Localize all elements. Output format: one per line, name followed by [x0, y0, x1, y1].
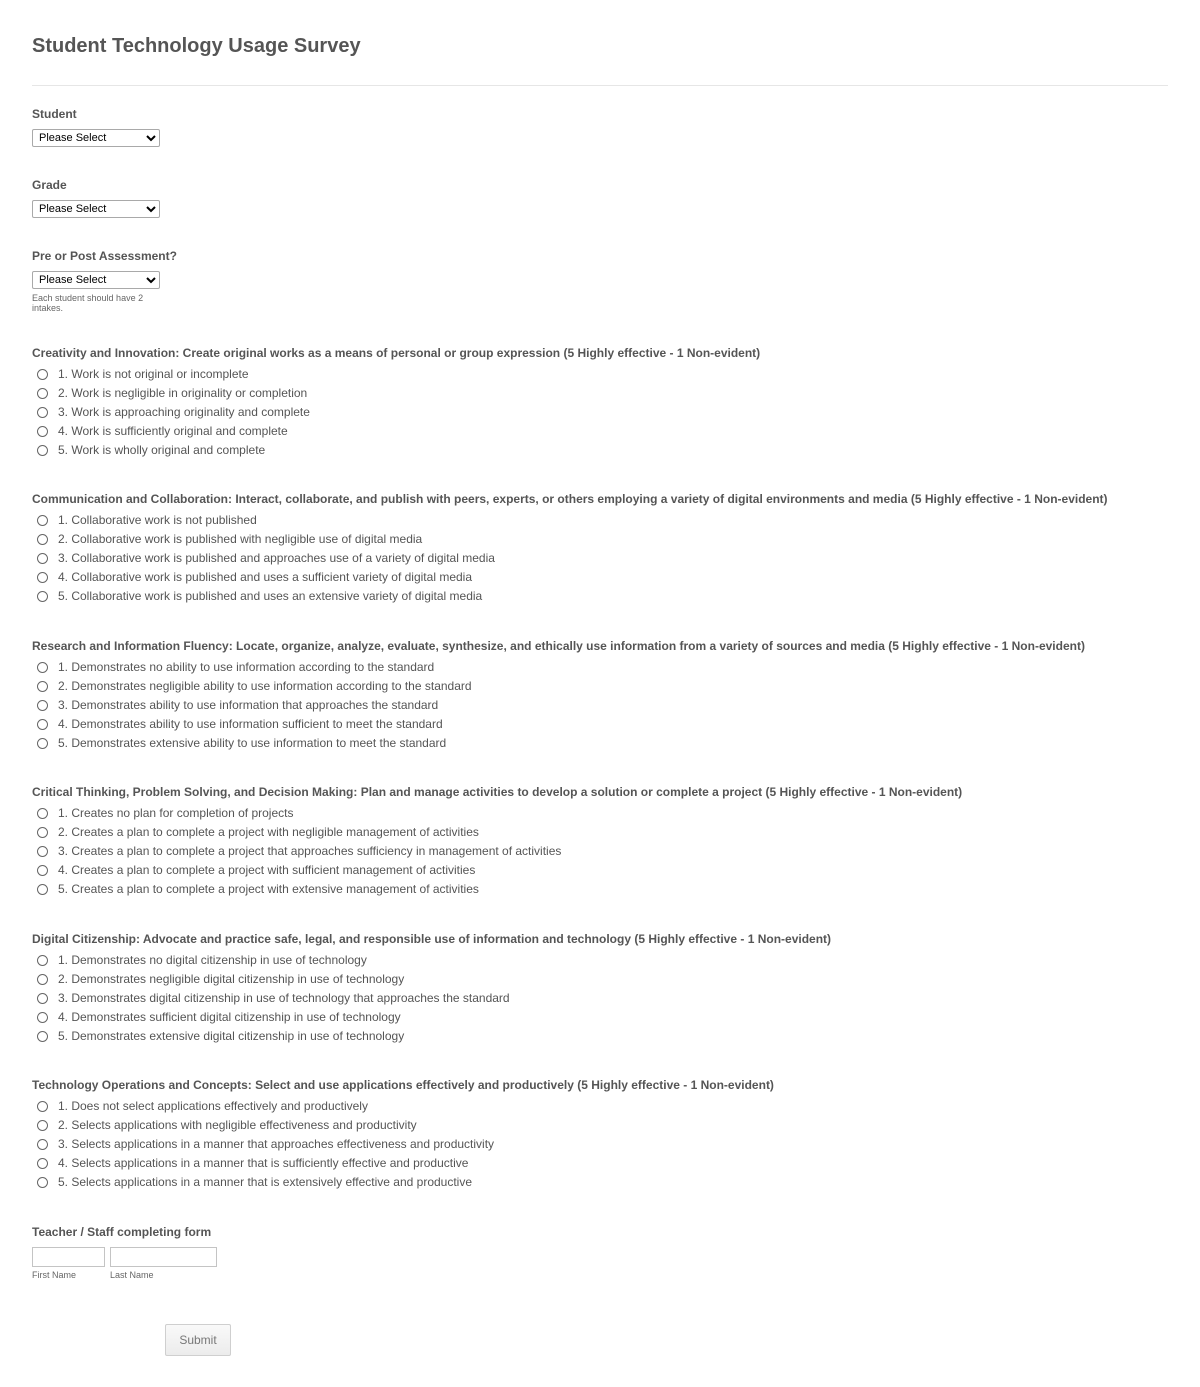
radio-button[interactable] [37, 884, 48, 895]
radio-option-label: 1. Collaborative work is not published [58, 513, 257, 528]
radio-option[interactable] [37, 1027, 510, 1046]
question-2-options [37, 511, 495, 605]
radio-option[interactable] [37, 1154, 494, 1173]
radio-option-label: 5. Selects applications in a manner that is extensively effective and productive [58, 1175, 473, 1189]
radio-option-label: 2. Demonstrates negligible digital citizenship in use of technology [58, 972, 405, 987]
assessment-hint: Each student should have 2 intakes. [32, 293, 144, 313]
radio-option[interactable] [37, 804, 561, 823]
first-name-input[interactable] [32, 1247, 105, 1267]
radio-option[interactable] [37, 677, 472, 696]
grade-label: Grade [32, 178, 67, 192]
radio-button[interactable] [37, 808, 48, 819]
radio-option-label: 1. Does not select applications effectively and productively [58, 1099, 368, 1114]
radio-option-label: 3. Creates a plan to complete a project that approaches sufficiency in management of activities [58, 844, 562, 859]
radio-option-label: 3. Demonstrates ability to use information that approaches the standard [58, 698, 439, 713]
radio-option[interactable] [37, 1135, 494, 1154]
radio-option-label: 2. Work is negligible in originality or completion [58, 386, 308, 401]
radio-button[interactable] [37, 738, 48, 749]
radio-option-label: 3. Work is approaching originality and complete [58, 405, 310, 420]
radio-button[interactable] [37, 1158, 48, 1169]
radio-option-label: 2. Selects applications with negligible effectiveness and productivity [58, 1118, 417, 1133]
radio-option-label: 1. Demonstrates no digital citizenship in use of technology [58, 953, 367, 968]
radio-option-label: 2. Creates a plan to complete a project with negligible management of activities [58, 825, 479, 840]
radio-option-label: 5. Collaborative work is published and uses an extensive variety of digital media [58, 589, 483, 603]
question-3-label: Research and Information Fluency: Locate, organize, analyze, evaluate, synthesize, and ethically use information from a variety of sources and media (5 Highly effective - 1 Non-evident) [32, 639, 1085, 653]
radio-option-label: 4. Demonstrates sufficient digital citizenship in use of technology [58, 1010, 401, 1025]
question-1-label: Creativity and Innovation: Create original works as a means of personal or group expression (5 Highly effective - 1 Non-evident) [32, 346, 761, 360]
teacher-label: Teacher / Staff completing form [32, 1225, 212, 1239]
radio-option[interactable] [37, 823, 561, 842]
radio-button[interactable] [37, 974, 48, 985]
radio-button[interactable] [37, 700, 48, 711]
radio-button[interactable] [37, 534, 48, 545]
radio-option[interactable] [37, 842, 561, 861]
radio-button[interactable] [37, 572, 48, 583]
radio-button[interactable] [37, 719, 48, 730]
question-2-label: Communication and Collaboration: Interact, collaborate, and publish with peers, experts, or others employing a variety of digital environments and media (5 Highly effective - 1 Non-evident) [32, 492, 1108, 506]
radio-button[interactable] [37, 1120, 48, 1131]
radio-option[interactable] [37, 384, 310, 403]
radio-option[interactable] [37, 365, 310, 384]
radio-option[interactable] [37, 861, 561, 880]
radio-option[interactable] [37, 715, 472, 734]
radio-option-label: 3. Demonstrates digital citizenship in use of technology that approaches the standard [58, 991, 510, 1006]
submit-button[interactable]: Submit [165, 1324, 231, 1356]
radio-option[interactable] [37, 1097, 494, 1116]
radio-button[interactable] [37, 993, 48, 1004]
radio-button[interactable] [37, 955, 48, 966]
last-name-input[interactable] [110, 1247, 217, 1267]
question-6-options [37, 1097, 494, 1191]
radio-option[interactable] [37, 403, 310, 422]
question-6-label: Technology Operations and Concepts: Select and use applications effectively and productively (5 Highly effective - 1 Non-evident) [32, 1078, 774, 1092]
radio-button[interactable] [37, 1101, 48, 1112]
radio-option[interactable] [37, 587, 495, 606]
radio-option-label: 4. Selects applications in a manner that is sufficiently effective and productive [58, 1156, 469, 1171]
radio-option-label: 4. Collaborative work is published and uses a sufficient variety of digital media [58, 570, 472, 585]
radio-button[interactable] [37, 407, 48, 418]
radio-option-label: 1. Demonstrates no ability to use information according to the standard [58, 660, 435, 675]
radio-option-label: 5. Work is wholly original and complete [58, 443, 266, 457]
radio-option-label: 2. Collaborative work is published with negligible use of digital media [58, 532, 423, 547]
radio-option-label: 3. Selects applications in a manner that approaches effectiveness and productivity [58, 1137, 495, 1152]
form-title: Student Technology Usage Survey [32, 35, 361, 57]
radio-option[interactable] [37, 549, 495, 568]
radio-button[interactable] [37, 681, 48, 692]
radio-option-label: 4. Work is sufficiently original and complete [58, 424, 288, 439]
student-label: Student [32, 107, 77, 121]
radio-button[interactable] [37, 846, 48, 857]
radio-button[interactable] [37, 1031, 48, 1042]
radio-option-label: 2. Demonstrates negligible ability to use information according to the standard [58, 679, 472, 694]
header-divider [32, 85, 1168, 86]
radio-option[interactable] [37, 658, 472, 677]
question-1-options [37, 365, 310, 459]
radio-option[interactable] [37, 1008, 510, 1027]
radio-button[interactable] [37, 553, 48, 564]
radio-option-label: 1. Work is not original or incomplete [58, 367, 249, 382]
radio-button[interactable] [37, 388, 48, 399]
radio-option[interactable] [37, 422, 310, 441]
radio-option[interactable] [37, 880, 561, 899]
student-dropdown[interactable] [32, 129, 160, 147]
radio-button[interactable] [37, 445, 48, 456]
radio-option[interactable] [37, 1116, 494, 1135]
question-5-label: Digital Citizenship: Advocate and practice safe, legal, and responsible use of information and technology (5 Highly effective - 1 Non-evident) [32, 932, 832, 946]
question-4-options [37, 804, 561, 898]
assessment-label: Pre or Post Assessment? [32, 249, 177, 263]
radio-option[interactable] [37, 1173, 494, 1192]
radio-option-label: 4. Creates a plan to complete a project with sufficient management of activities [58, 863, 476, 878]
radio-option-label: 4. Demonstrates ability to use information sufficient to meet the standard [58, 717, 443, 732]
radio-button[interactable] [37, 426, 48, 437]
radio-option[interactable] [37, 696, 472, 715]
radio-option-label: 5. Demonstrates extensive digital citizenship in use of technology [58, 1029, 405, 1043]
radio-option[interactable] [37, 989, 510, 1008]
radio-option-label: 1. Creates no plan for completion of projects [58, 806, 294, 821]
radio-button[interactable] [37, 1177, 48, 1188]
radio-button[interactable] [37, 591, 48, 602]
radio-option[interactable] [37, 970, 510, 989]
radio-button[interactable] [37, 1139, 48, 1150]
radio-button[interactable] [37, 865, 48, 876]
last-name-sublabel: Last Name [110, 1270, 154, 1280]
question-3-options [37, 658, 472, 752]
radio-option[interactable] [37, 734, 472, 753]
radio-option-label: 3. Collaborative work is published and approaches use of a variety of digital media [58, 551, 495, 566]
question-4-label: Critical Thinking, Problem Solving, and Decision Making: Plan and manage activities to develop a solution or complete a project (5 Highly effective - 1 Non-evident) [32, 785, 963, 799]
radio-option[interactable] [37, 568, 495, 587]
radio-button[interactable] [37, 369, 48, 380]
radio-option-label: 5. Demonstrates extensive ability to use information to meet the standard [58, 736, 447, 750]
question-5-options [37, 951, 510, 1045]
assessment-dropdown[interactable] [32, 271, 160, 289]
radio-button[interactable] [37, 1012, 48, 1023]
radio-option[interactable] [37, 951, 510, 970]
radio-option[interactable] [37, 441, 310, 460]
grade-dropdown[interactable] [32, 200, 160, 218]
radio-option[interactable] [37, 511, 495, 530]
radio-option-label: 5. Creates a plan to complete a project with extensive management of activities [58, 882, 479, 896]
radio-option[interactable] [37, 530, 495, 549]
first-name-sublabel: First Name [32, 1270, 77, 1280]
radio-button[interactable] [37, 827, 48, 838]
radio-button[interactable] [37, 662, 48, 673]
radio-button[interactable] [37, 515, 48, 526]
